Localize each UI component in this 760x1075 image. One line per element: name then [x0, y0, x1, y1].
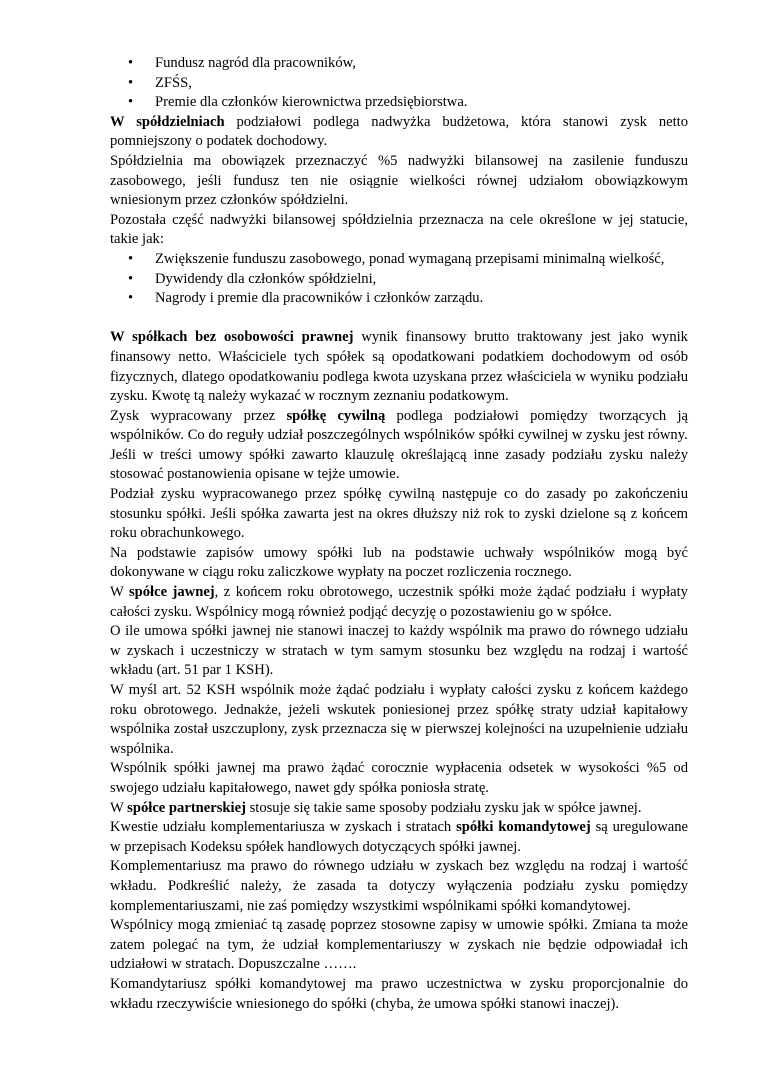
list-item: • Zwiększenie funduszu zasobowego, ponad wymaganą przepisami minimalną wielkość, [110, 250, 688, 270]
paragraph-general-partnership: W spółce jawnej, z końcem roku obrotowego, uczestnik spółki może żądać podziału i wypłaty całości zysku. Wspólnicy mogą również podjąć decyzję o pozostawieniu go w spółce. [110, 584, 688, 620]
paragraph: Wspólnik spółki jawnej ma prawo żądać corocznie wypłacenia odsetek w wysokości %5 od swojego udziału kapitałowego, nawet gdy spółka poniosła stratę. [110, 760, 688, 796]
list-item: • Premie dla członków kierownictwa przedsiębiorstwa. [110, 93, 688, 113]
bullet-icon: • [128, 250, 134, 267]
bullet-icon: • [128, 270, 134, 287]
list-item: • ZFŚS, [110, 74, 688, 94]
spacer [110, 309, 688, 329]
paragraph-professional-partnership: W spółce partnerskiej stosuje się takie same sposoby podziału zysku jak w spółce jawnej. [110, 799, 642, 816]
paragraph: Pozostała część nadwyżki bilansowej spółdzielnia przeznacza na cele określone w jej statucie, takie jak: [110, 211, 688, 248]
paragraph-cooperatives: W spółdzielniach podziałowi podlega nadwyżka budżetowa, która stanowi zysk netto pomniejszony o podatek dochodowy. [110, 113, 688, 150]
bullet-list-funds [110, 54, 688, 113]
list-item: • Dywidendy dla członków spółdzielni, [110, 270, 688, 290]
paragraph: O ile umowa spółki jawnej nie stanowi inaczej to każdy wspólnik ma prawo do równego udziału w zyskach i uczestniczy w stratach w tym samym stosunku bez względu na rodzaj i wartość wkładu (art. 51 par 1 KSH). [110, 623, 688, 679]
bullet-list-purposes [110, 250, 688, 309]
bullet-icon: • [128, 94, 134, 111]
paragraph-limited-partnership: Kwestie udziału komplementariusza w zyskach i stratach spółki komandytowej są uregulowane w przepisach Kodeksu spółek handlowych dotyczących spółki jawnej. [110, 819, 688, 855]
paragraph: Jeśli w treści umowy spółki zawarto klauzulę określającą inne zasady podziału zysku należy stosować postanowienia opisane w tejże umowie. [110, 446, 688, 483]
paragraph: Na podstawie zapisów umowy spółki lub na podstawie uchwały wspólników mogą być dokonywane w ciągu roku zaliczkowe wypłaty na poczet rozliczenia rocznego. [110, 544, 688, 581]
bullet-icon: • [128, 55, 134, 71]
document-page [110, 54, 688, 1014]
paragraph: Komplementariusz ma prawo do równego udziału w zyskach bez względu na rodzaj i wartość wkładu. Podkreślić należy, że zasada ta dotyczy wyłączenia podziału zysku pomiędzy komplementariuszami, nie zaś pomiędzy wszystkimi wspólnikami spółki komandytowej. [110, 858, 688, 914]
paragraph: Wspólnicy mogą zmieniać tą zasadę poprzez stosowne zapisy w umowie spółki. Zmiana ta może zatem polegać na tym, że udział komplementariuszy w zyskach nie będzie odpowiadał ich udziałowi w stratach. Dopuszczalne ……. [110, 917, 688, 973]
paragraph-civil-partnership: Zysk wypracowany przez spółkę cywilną podlega podziałowi pomiędzy tworzących ją wspólników. Co do reguły udział poszczególnych wspólników spółki cywilnej w zysku jest równy. [110, 407, 688, 444]
bullet-icon: • [128, 290, 134, 307]
list-item: • Nagrody i premie dla pracowników i członków zarządu. [110, 289, 688, 309]
list-item: • Fundusz nagród dla pracowników, [110, 54, 688, 74]
paragraph: Komandytariusz spółki komandytowej ma prawo uczestnictwa w zysku proporcjonalnie do wkładu rzeczywiście wniesionego do spółki (chyba, że umowa spółki stanowi inaczej). [110, 975, 688, 1012]
paragraph: W myśl art. 52 KSH wspólnik może żądać podziału i wypłaty całości zysku z końcem każdego roku obrotowego. Jednakże, jeżeli wskutek poniesionej przez spółkę straty udział kapitałowy wspólnika został uszczuplony, zysk przeznacza się w pierwszej kolejności na uzupełnienie udziału wspólnika. [110, 682, 688, 757]
paragraph-partnerships-no-legal-personality: W spółkach bez osobowości prawnej wynik finansowy brutto traktowany jest jako wynik finansowy netto. Właściciele tych spółek są opodatkowani podatkiem dochodowym od osób fizycznych, dlatego opodatkowaniu podlega kwota uzyskana przez właściciela w wyniku podziału zysku. Kwotę tą należy wykazać w rocznym zeznaniu podatkowym. [110, 329, 688, 405]
paragraph: Spółdzielnia ma obowiązek przeznaczyć %5 nadwyżki bilansowej na zasilenie funduszu zasobowego, jeśli fundusz ten nie osiągnie wielkości równej udziałom obowiązkowym wniesionym przez członków spółdzielni. [110, 152, 688, 209]
paragraph: Podział zysku wypracowanego przez spółkę cywilną następuje co do zasady po zakończeniu stosunku spółki. Jeśli spółka zawarta jest na okres dłuższy niż rok to zyski dzielone są z końcem roku obrachunkowego. [110, 486, 688, 542]
bullet-icon: • [128, 74, 134, 91]
